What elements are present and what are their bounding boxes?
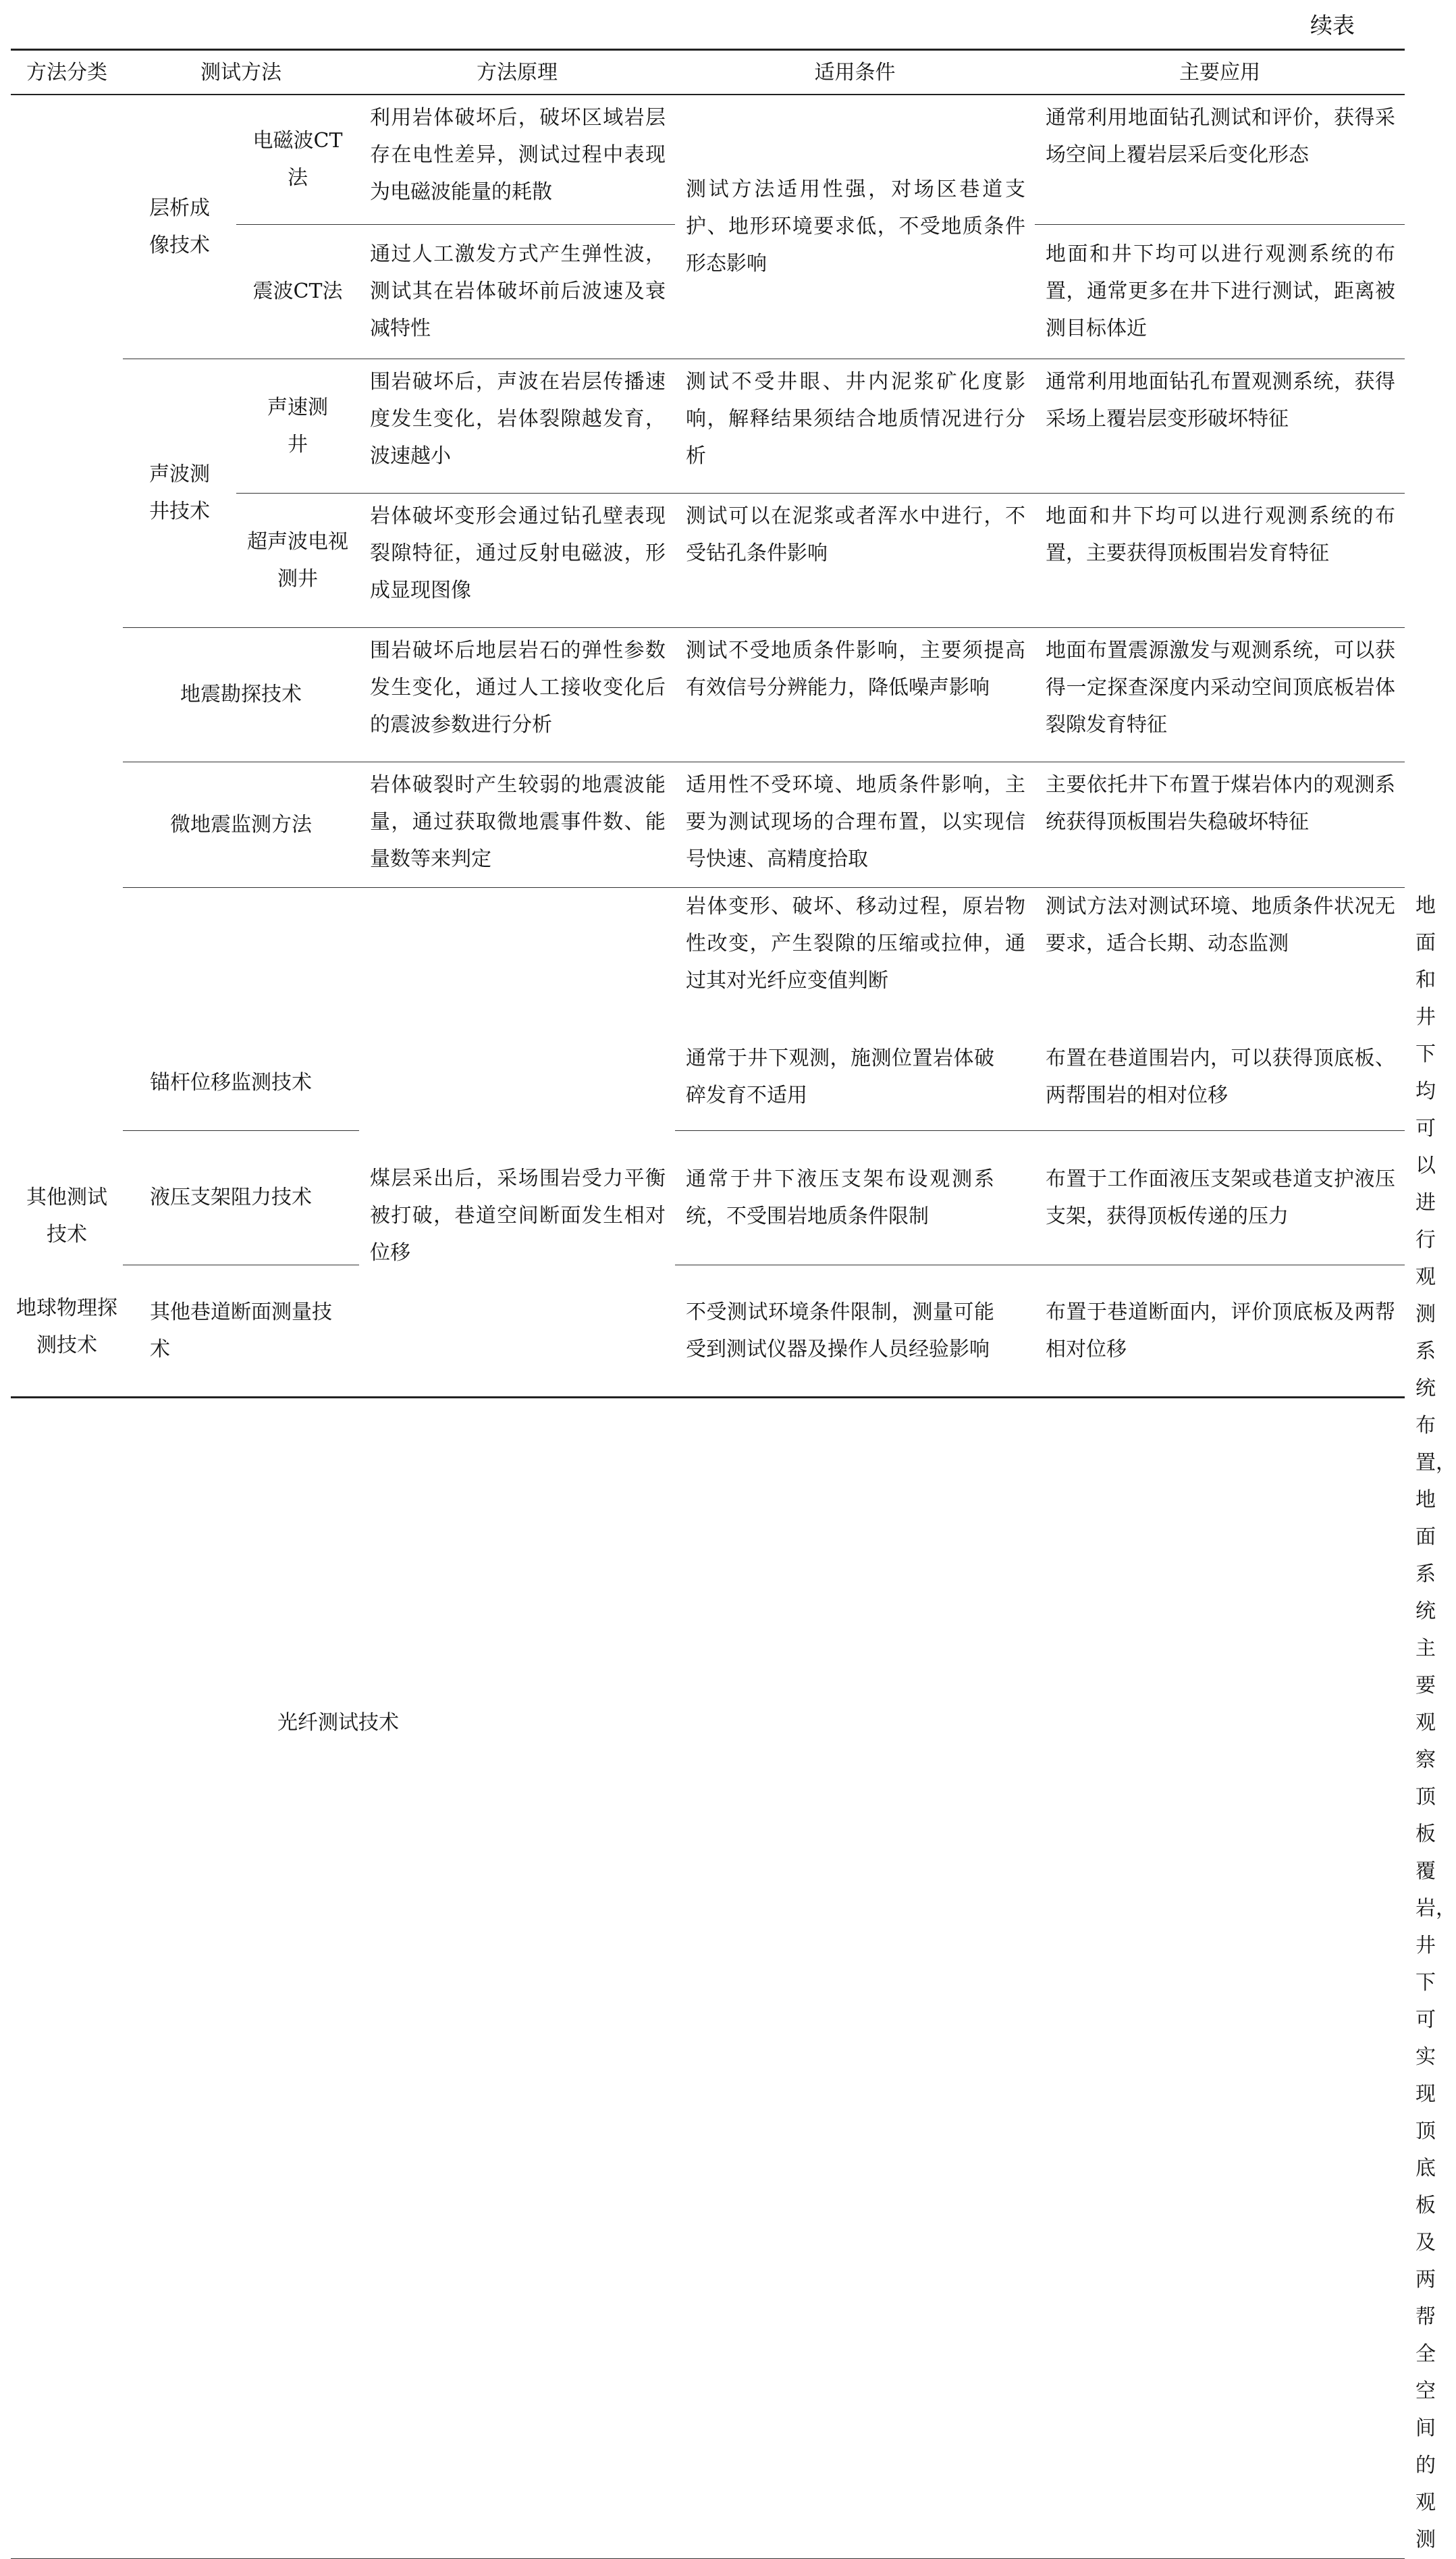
application-ultrasonic-tv-logging: 地面和井下均可以进行观测系统的布置，主要获得顶板围岩发育特征 [1035,493,1405,627]
condition-bolt-displacement: 通常于井下观测，施测位置岩体破碎发育不适用 [675,1036,1035,1130]
methods-table-other [11,1036,1405,1398]
application-hydraulic-support: 布置于工作面液压支架或巷道支护液压支架，获得顶板传递的压力 [1035,1130,1405,1265]
method-microseismic: 微地震监测方法 [123,762,359,887]
table-row [11,627,1405,762]
condition-roadway-section: 不受测试环境条件限制，测量可能受到测试仪器及操作人员经验影响 [675,1265,1035,1397]
application-microseismic: 主要依托井下布置于煤岩体内的观测系统获得顶板围岩失稳破坏特征 [1035,762,1405,887]
condition-seismic-exploration: 测试不受地质条件影响，主要须提高有效信号分辨能力，降低噪声影响 [675,627,1035,762]
method-bolt-displacement: 锚杆位移监测技术 [123,1036,359,1130]
table-row: 光纤测试技术 岩体变形、破坏、移动过程，原岩物性改变，产生裂隙的压缩或拉伸，通过其对光纤应变值判断 测试方法对测试环境、地质条件状况无要求，适合长期、动态监测 地面和井下均可以进行观测系统布置，地面系统主要观察顶板覆岩，井下可实现顶底板及两帮全空间的观测 [11,887,1405,2559]
header-category: 方法分类 [11,50,123,95]
table-row [11,95,1405,224]
principle-fiber-optic: 岩体变形、破坏、移动过程，原岩物性改变，产生裂隙的压缩或拉伸，通过其对光纤应变值判断 [675,887,1035,2559]
table-header-row [11,50,1405,95]
method-fiber-optic: 光纤测试技术 [123,887,675,2559]
principle-ultrasonic-tv-logging: 岩体破坏变形会通过钻孔壁表现裂隙特征，通过反射电磁波，形成显现图像 [359,493,675,627]
application-seismic-ct: 地面和井下均可以进行观测系统的布置，通常更多在井下进行测试，距离被测目标体近 [1035,224,1405,359]
method-roadway-section: 其他巷道断面测量技术 [123,1265,359,1397]
header-method: 测试方法 [123,50,359,95]
application-em-ct: 通常利用地面钻孔测试和评价，获得采场空间上覆岩层采后变化形态 [1035,95,1405,224]
method-group-sonic-logging: 声波测井技术 [123,359,236,627]
application-roadway-section: 布置于巷道断面内，评价顶底板及两帮相对位移 [1035,1265,1405,1397]
principle-sonic-speed-logging: 围岩破坏后，声波在岩层传播速度发生变化，岩体裂隙越发育，波速越小 [359,359,675,493]
application-seismic-exploration: 地面布置震源激发与观测系统，可以获得一定探查深度内采动空间顶底板岩体裂隙发育特征 [1035,627,1405,762]
principle-microseismic: 岩体破裂时产生较弱的地震波能量，通过获取微地震事件数、能量数等来判定 [359,762,675,887]
continued-label: 续表 [1310,12,1355,38]
method-seismic-ct: 震波CT法 [236,224,359,359]
condition-ultrasonic-tv-logging: 测试可以在泥浆或者浑水中进行，不受钻孔条件影响 [675,493,1035,627]
principle-other: 煤层采出后，采场围岩受力平衡被打破，巷道空间断面发生相对位移 [359,1036,675,1397]
condition-fiber-optic: 测试方法对测试环境、地质条件状况无要求，适合长期、动态监测 [1035,887,1405,2559]
application-bolt-displacement: 布置在巷道围岩内，可以获得顶底板、两帮围岩的相对位移 [1035,1036,1405,1130]
condition-hydraulic-support: 通常于井下液压支架布设观测系统，不受围岩地质条件限制 [675,1130,1035,1265]
condition-sonic-speed-logging: 测试不受井眼、井内泥浆矿化度影响，解释结果须结合地质情况进行分析 [675,359,1035,493]
method-seismic-exploration: 地震勘探技术 [123,627,359,762]
application-sonic-speed-logging: 通常利用地面钻孔布置观测系统，获得采场上覆岩层变形破坏特征 [1035,359,1405,493]
header-application: 主要应用 [1035,50,1405,95]
principle-seismic-exploration: 围岩破坏后地层岩石的弹性参数发生变化，通过人工接收变化后的震波参数进行分析 [359,627,675,762]
method-sonic-speed-logging: 声速测井 [236,359,359,493]
principle-seismic-ct: 通过人工激发方式产生弹性波，测试其在岩体破坏前后波速及衰减特性 [359,224,675,359]
header-principle: 方法原理 [359,50,675,95]
category-other: 其他测试技术 [11,1036,123,1397]
method-hydraulic-support: 液压支架阻力技术 [123,1130,359,1265]
principle-em-ct: 利用岩体破坏后，破坏区域岩层存在电性差异，测试过程中表现为电磁波能量的耗散 [359,95,675,224]
condition-microseismic: 适用性不受环境、地质条件影响，主要为测试现场的合理布置，以实现信号快速、高精度拾取 [675,762,1035,887]
category-geophysics: 地球物理探测技术 [11,95,123,2559]
table-row [11,1265,1405,1397]
table-row [11,1130,1405,1265]
table-row [11,1036,1405,1130]
header-condition: 适用条件 [675,50,1035,95]
table-row [11,359,1405,493]
condition-tomography: 测试方法适用性强，对场区巷道支护、地形环境要求低，不受地质条件形态影响 [675,95,1035,359]
method-em-ct: 电磁波CT法 [236,95,359,224]
method-ultrasonic-tv-logging: 超声波电视测井 [236,493,359,627]
table-row [11,762,1405,887]
method-group-tomography: 层析成像技术 [123,95,236,359]
